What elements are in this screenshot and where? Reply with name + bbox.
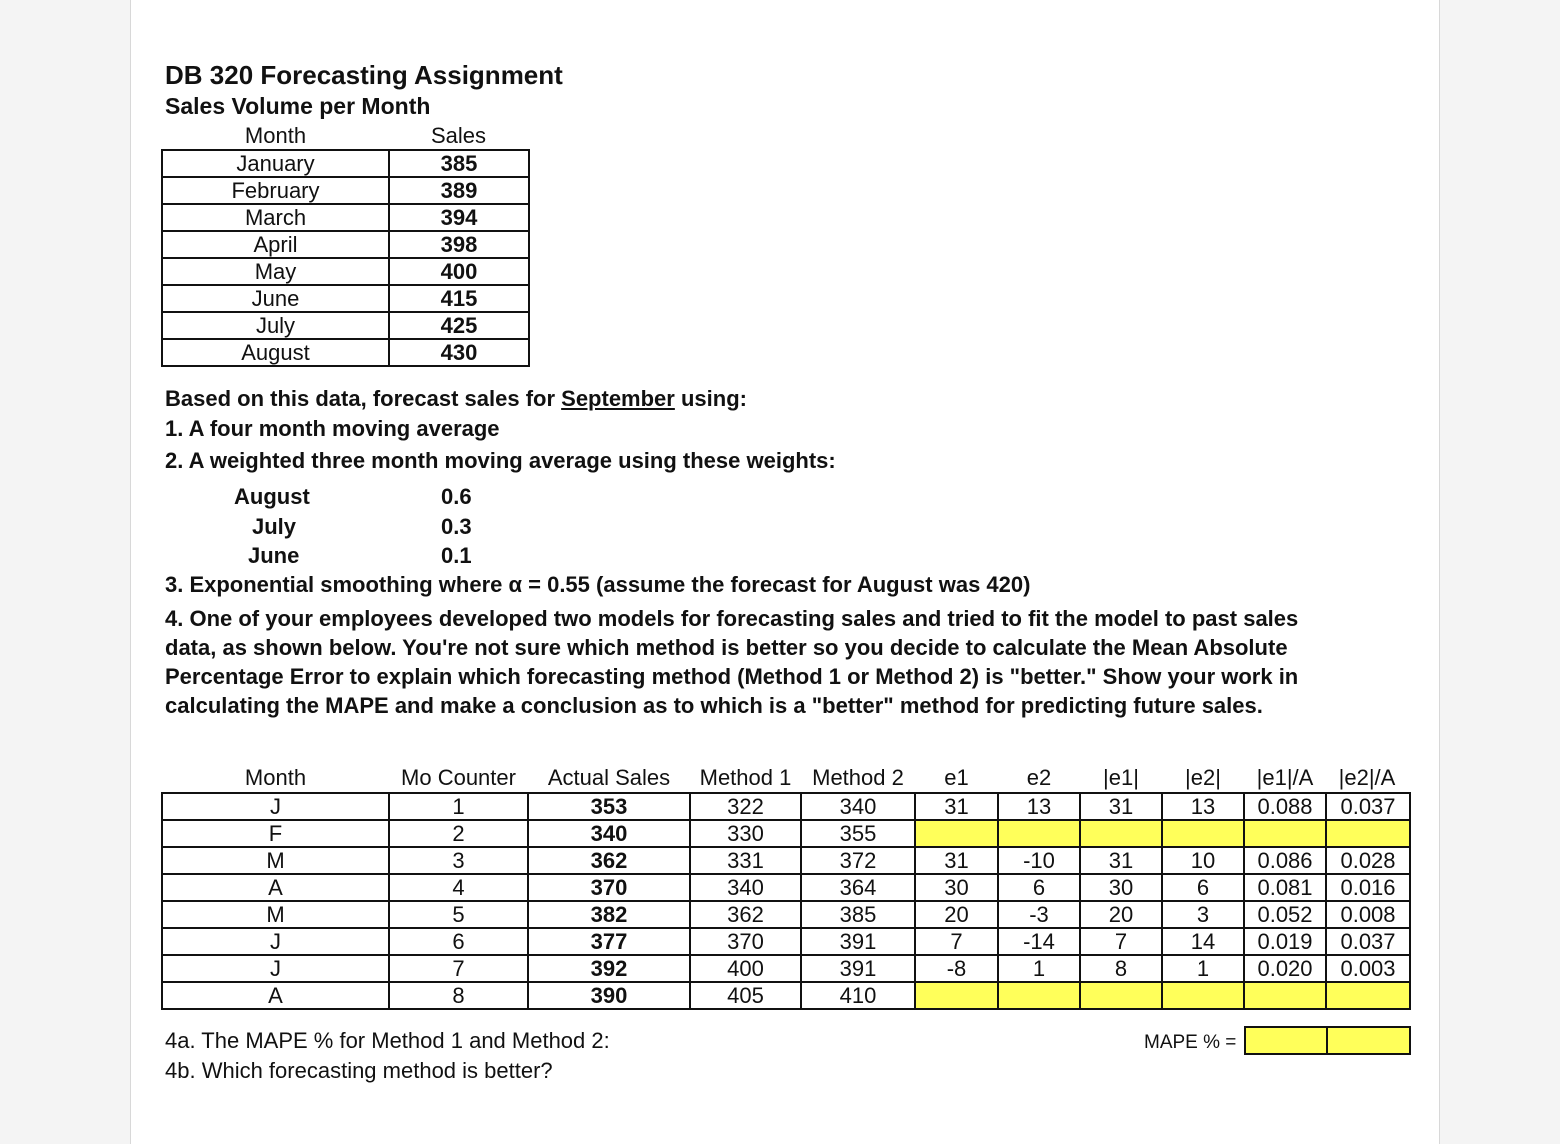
mape-method-1-cell: 330 (690, 820, 801, 847)
sales-value-cell: 398 (389, 231, 529, 258)
mape-mo-counter-cell: 6 (389, 928, 528, 955)
sales-value-cell: 430 (389, 339, 529, 366)
mape-abs-e2-cell: 6 (1162, 874, 1244, 901)
table-row (162, 285, 529, 312)
mape-e2-cell: -10 (998, 847, 1080, 874)
mape-e1-cell: 30 (915, 874, 998, 901)
mape-method-2-cell: 410 (801, 982, 915, 1009)
mape-header-method-2: Method 2 (812, 765, 904, 790)
mape-abs-e2-over-a-cell[interactable] (1326, 820, 1410, 847)
mape-abs-e1-cell: 31 (1080, 793, 1162, 820)
mape-mo-counter-cell: 8 (389, 982, 528, 1009)
mape-mo-counter-cell: 3 (389, 847, 528, 874)
table-row (162, 204, 529, 231)
sales-month-cell: July (162, 312, 389, 339)
mape-method-1-cell: 322 (690, 793, 801, 820)
mape-actual-sales-cell: 340 (528, 820, 690, 847)
mape-e1-cell: 20 (915, 901, 998, 928)
table-row (162, 955, 1410, 982)
mape-month-cell: J (162, 928, 389, 955)
mape-header-abs-e1: |e1| (1103, 765, 1139, 790)
sales-month-cell: April (162, 231, 389, 258)
sales-col-sales-header: Sales (430, 123, 487, 148)
instruction-item-1: 1. A four month moving average (165, 416, 500, 441)
table-row (162, 339, 529, 366)
mape-method-2-cell: 391 (801, 955, 915, 982)
mape-month-cell: F (162, 820, 389, 847)
mape-method-2-cell: 355 (801, 820, 915, 847)
mape-method-1-answer-cell[interactable] (1245, 1027, 1327, 1054)
sales-value-cell: 394 (389, 204, 529, 231)
mape-abs-e1-cell: 7 (1080, 928, 1162, 955)
mape-abs-e2-over-a-cell: 0.008 (1326, 901, 1410, 928)
table-row (162, 982, 1410, 1009)
intro-before-text: Based on this data, forecast sales for (165, 386, 562, 411)
mape-e2-cell: 1 (998, 955, 1080, 982)
mape-abs-e1-cell: 31 (1080, 847, 1162, 874)
mape-abs-e2-cell: 1 (1162, 955, 1244, 982)
mape-actual-sales-cell: 392 (528, 955, 690, 982)
mape-abs-e1-cell[interactable] (1080, 820, 1162, 847)
mape-method-1-cell: 362 (690, 901, 801, 928)
sales-month-cell: January (162, 150, 389, 177)
mape-table (161, 792, 1411, 1010)
weight-value-august: 0.6 (441, 484, 472, 509)
mape-abs-e2-over-a-cell: 0.028 (1326, 847, 1410, 874)
mape-header-abs-e2-over-a: |e2|/A (1338, 765, 1396, 790)
mape-abs-e1-over-a-cell: 0.020 (1244, 955, 1326, 982)
table-row (162, 847, 1410, 874)
table-row (162, 874, 1410, 901)
mape-abs-e1-over-a-cell: 0.019 (1244, 928, 1326, 955)
mape-abs-e1-over-a-cell: 0.081 (1244, 874, 1326, 901)
mape-abs-e1-over-a-cell[interactable] (1244, 982, 1326, 1009)
mape-abs-e2-cell: 10 (1162, 847, 1244, 874)
weight-value-june: 0.1 (441, 543, 472, 568)
sales-value-cell: 385 (389, 150, 529, 177)
mape-header-month: Month (244, 765, 307, 790)
mape-mo-counter-cell: 2 (389, 820, 528, 847)
mape-month-cell: J (162, 793, 389, 820)
table-row (162, 901, 1410, 928)
mape-abs-e2-over-a-cell: 0.037 (1326, 928, 1410, 955)
mape-mo-counter-cell: 5 (389, 901, 528, 928)
table-row (162, 820, 1410, 847)
mape-e2-cell: -3 (998, 901, 1080, 928)
mape-method-1-cell: 370 (690, 928, 801, 955)
mape-header-mo-counter: Mo Counter (401, 765, 516, 790)
weight-month-august: August (234, 484, 310, 509)
table-row (162, 312, 529, 339)
instructions-intro (165, 386, 747, 412)
mape-abs-e1-over-a-cell[interactable] (1244, 820, 1326, 847)
sales-value-cell: 389 (389, 177, 529, 204)
sales-value-cell: 415 (389, 285, 529, 312)
mape-month-cell: M (162, 901, 389, 928)
mape-e1-cell: 31 (915, 793, 998, 820)
sales-table (161, 149, 530, 367)
mape-method-1-cell: 331 (690, 847, 801, 874)
mape-header-method-1: Method 1 (699, 765, 792, 790)
mape-abs-e2-over-a-cell[interactable] (1326, 982, 1410, 1009)
instruction-item-4-line-4: calculating the MAPE and make a conclusion as to which is a "better" method for predicting future sales. (165, 693, 1263, 718)
mape-actual-sales-cell: 353 (528, 793, 690, 820)
mape-actual-sales-cell: 377 (528, 928, 690, 955)
sales-col-month-header: Month (244, 123, 307, 148)
mape-abs-e2-cell: 13 (1162, 793, 1244, 820)
instruction-item-3: 3. Exponential smoothing where α = 0.55 (assume the forecast for August was 420) (165, 572, 1031, 597)
mape-e2-cell[interactable] (998, 820, 1080, 847)
weight-month-july: July (252, 514, 297, 539)
mape-abs-e1-cell: 30 (1080, 874, 1162, 901)
mape-e2-cell: 6 (998, 874, 1080, 901)
table-row (162, 150, 529, 177)
mape-abs-e1-over-a-cell: 0.052 (1244, 901, 1326, 928)
mape-mo-counter-cell: 4 (389, 874, 528, 901)
mape-method-1-cell: 340 (690, 874, 801, 901)
mape-mo-counter-cell: 7 (389, 955, 528, 982)
mape-e2-cell: 13 (998, 793, 1080, 820)
mape-abs-e1-over-a-cell: 0.086 (1244, 847, 1326, 874)
sales-month-cell: May (162, 258, 389, 285)
mape-method-2-cell: 364 (801, 874, 915, 901)
mape-e1-cell: 31 (915, 847, 998, 874)
mape-e2-cell: -14 (998, 928, 1080, 955)
mape-method-1-cell: 405 (690, 982, 801, 1009)
mape-abs-e2-cell: 14 (1162, 928, 1244, 955)
mape-abs-e2-cell[interactable] (1162, 982, 1244, 1009)
table-row (162, 231, 529, 258)
mape-month-cell: M (162, 847, 389, 874)
mape-mo-counter-cell: 1 (389, 793, 528, 820)
mape-month-cell: A (162, 874, 389, 901)
page-subtitle: Sales Volume per Month (165, 93, 431, 119)
sales-month-cell: June (162, 285, 389, 312)
instruction-item-4-line-2: data, as shown below. You're not sure which method is better so you decide to calculate the Mean Absolute (165, 635, 1288, 660)
mape-abs-e2-over-a-cell: 0.016 (1326, 874, 1410, 901)
table-row (162, 258, 529, 285)
weight-month-june: June (248, 543, 300, 568)
mape-e2-cell[interactable] (998, 982, 1080, 1009)
mape-header-e2: e2 (1026, 765, 1052, 790)
weight-value-july: 0.3 (441, 514, 472, 539)
mape-result-cells (1244, 1026, 1411, 1055)
question-4a: 4a. The MAPE % for Method 1 and Method 2: (165, 1028, 610, 1053)
mape-abs-e2-cell: 3 (1162, 901, 1244, 928)
table-row (162, 793, 1410, 820)
mape-result-label: MAPE % = (1144, 1032, 1237, 1053)
instruction-item-4-line-1: 4. One of your employees developed two models for forecasting sales and tried to fit the model to past sales (165, 606, 1299, 631)
mape-header-e1: e1 (944, 765, 969, 790)
mape-abs-e2-cell[interactable] (1162, 820, 1244, 847)
mape-e1-cell: 7 (915, 928, 998, 955)
mape-method-2-cell: 340 (801, 793, 915, 820)
page-title: DB 320 Forecasting Assignment (165, 60, 563, 90)
mape-month-cell: A (162, 982, 389, 1009)
mape-method-1-cell: 400 (690, 955, 801, 982)
mape-method-2-cell: 385 (801, 901, 915, 928)
mape-actual-sales-cell: 390 (528, 982, 690, 1009)
mape-e1-cell[interactable] (915, 820, 998, 847)
mape-e1-cell: -8 (915, 955, 998, 982)
mape-month-cell: J (162, 955, 389, 982)
mape-abs-e1-cell[interactable] (1080, 982, 1162, 1009)
sales-month-cell: March (162, 204, 389, 231)
mape-abs-e1-over-a-cell: 0.088 (1244, 793, 1326, 820)
mape-e1-cell[interactable] (915, 982, 998, 1009)
table-row (1245, 1027, 1410, 1054)
mape-abs-e1-cell: 8 (1080, 955, 1162, 982)
table-row (162, 928, 1410, 955)
question-4b: 4b. Which forecasting method is better? (165, 1058, 553, 1083)
mape-header-actual-sales: Actual Sales (547, 765, 671, 790)
instruction-item-4-line-3: Percentage Error to explain which forecasting method (Method 1 or Method 2) is "better." Show your work in (165, 664, 1299, 689)
table-row (162, 177, 529, 204)
mape-method-2-answer-cell[interactable] (1327, 1027, 1410, 1054)
mape-abs-e2-over-a-cell: 0.037 (1326, 793, 1410, 820)
sales-month-cell: August (162, 339, 389, 366)
mape-header-abs-e2: |e2| (1185, 765, 1221, 790)
mape-actual-sales-cell: 362 (528, 847, 690, 874)
mape-actual-sales-cell: 370 (528, 874, 690, 901)
mape-abs-e1-cell: 20 (1080, 901, 1162, 928)
sales-value-cell: 400 (389, 258, 529, 285)
sales-month-cell: February (162, 177, 389, 204)
mape-method-2-cell: 391 (801, 928, 915, 955)
mape-header-abs-e1-over-a: |e1|/A (1256, 765, 1314, 790)
intro-after-text: using: (674, 386, 747, 411)
sales-value-cell: 425 (389, 312, 529, 339)
instruction-item-2: 2. A weighted three month moving average using these weights: (165, 448, 836, 473)
mape-abs-e2-over-a-cell: 0.003 (1326, 955, 1410, 982)
mape-method-2-cell: 372 (801, 847, 915, 874)
mape-actual-sales-cell: 382 (528, 901, 690, 928)
intro-september-text: September (561, 386, 675, 411)
